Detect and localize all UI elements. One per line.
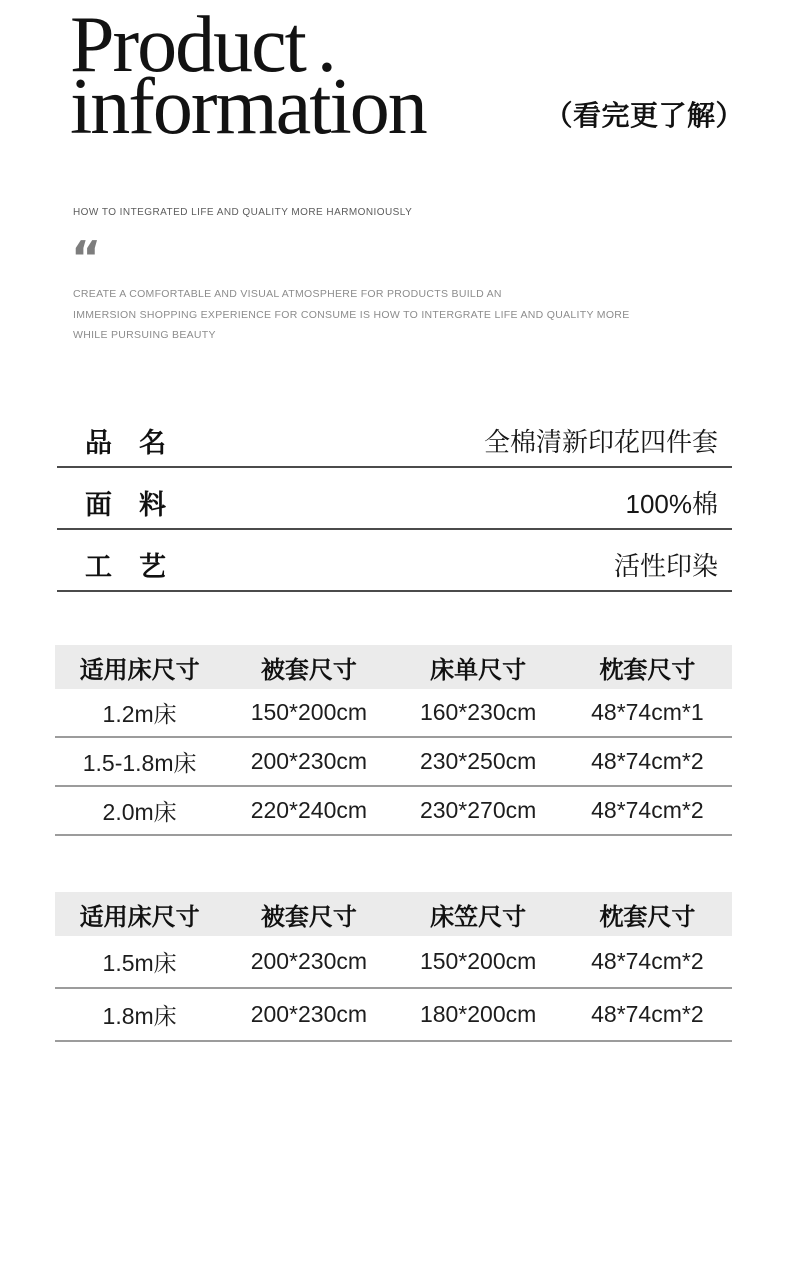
header-cell: 适用床尺寸 bbox=[79, 656, 200, 684]
table-cell: 200*230cm bbox=[250, 1001, 368, 1027]
attr-label: 面 料 bbox=[85, 489, 166, 520]
header-cell: 适用床尺寸 bbox=[79, 903, 200, 931]
table-cell: 200*230cm bbox=[250, 748, 368, 774]
table-cell: 180*200cm bbox=[419, 1001, 537, 1027]
attr-value: 100%棉 bbox=[625, 488, 718, 519]
table-cell: 150*200cm bbox=[250, 699, 368, 725]
quote-line: CREATE A COMFORTABLE AND VISUAL ATMOSPHERE FOR PRODUCTS BUILD AN bbox=[73, 288, 502, 300]
attr-label: 品 名 bbox=[85, 427, 166, 458]
attr-value: 全棉清新印花四件套 bbox=[483, 426, 718, 457]
table-cell: 230*250cm bbox=[419, 748, 537, 774]
table-cell: 200*230cm bbox=[250, 948, 368, 974]
quote-line: IMMERSION SHOPPING EXPERIENCE FOR CONSUME IS HOW TO INTERGRATE LIFE AND QUALITY MORE bbox=[73, 308, 630, 321]
header-cell: 床笠尺寸 bbox=[430, 903, 527, 931]
table-cell: 48*74cm*2 bbox=[591, 797, 704, 823]
table-cell: 48*74cm*2 bbox=[591, 748, 704, 774]
table-cell: 150*200cm bbox=[419, 948, 537, 974]
header-cell: 被套尺寸 bbox=[260, 903, 357, 931]
quote-line: WHILE PURSUING BEAUTY bbox=[73, 329, 216, 341]
size-table-header-row bbox=[55, 892, 732, 936]
table-cell: 1.5m床 bbox=[102, 950, 177, 976]
table-cell: 48*74cm*2 bbox=[591, 1001, 704, 1027]
quote-icon: “ bbox=[71, 231, 102, 285]
page-title bbox=[70, 1, 426, 151]
table-cell: 230*270cm bbox=[419, 797, 537, 823]
attr-row-craft bbox=[57, 530, 732, 592]
table-row bbox=[55, 738, 732, 787]
table-row bbox=[55, 689, 732, 738]
header-cell: 床单尺寸 bbox=[430, 656, 527, 684]
table-cell: 1.5-1.8m床 bbox=[82, 750, 197, 776]
product-attributes bbox=[57, 406, 732, 592]
table-cell: 1.8m床 bbox=[102, 1003, 177, 1029]
table-cell: 220*240cm bbox=[250, 797, 368, 823]
quote-paragraph bbox=[73, 284, 630, 346]
attr-row-fabric bbox=[57, 468, 732, 530]
table-row bbox=[55, 989, 732, 1042]
size-table-header-row bbox=[55, 645, 732, 689]
table-cell: 2.0m床 bbox=[102, 799, 177, 825]
header-cell: 枕套尺寸 bbox=[599, 903, 696, 931]
attr-label: 工 艺 bbox=[85, 551, 166, 582]
page-title-line2: information bbox=[70, 63, 426, 151]
size-table-fitted-sheet bbox=[55, 892, 732, 1042]
table-row bbox=[55, 936, 732, 989]
table-cell: 48*74cm*1 bbox=[591, 699, 704, 725]
table-cell: 160*230cm bbox=[419, 699, 537, 725]
title-tagline: HOW TO INTEGRATED LIFE AND QUALITY MORE HARMONIOUSLY bbox=[73, 207, 413, 218]
attr-value: 活性印染 bbox=[613, 550, 718, 581]
read-more-note: （看完更了解） bbox=[544, 100, 744, 131]
header-cell: 枕套尺寸 bbox=[599, 656, 696, 684]
table-cell: 48*74cm*2 bbox=[591, 948, 704, 974]
page-title-word-product: Product bbox=[70, 1, 305, 89]
table-row bbox=[55, 787, 732, 836]
table-cell: 1.2m床 bbox=[102, 701, 177, 727]
title-dot: . bbox=[316, 1, 337, 89]
attr-row-name bbox=[57, 406, 732, 468]
header-cell: 被套尺寸 bbox=[260, 656, 357, 684]
size-table-sheet bbox=[55, 645, 732, 836]
